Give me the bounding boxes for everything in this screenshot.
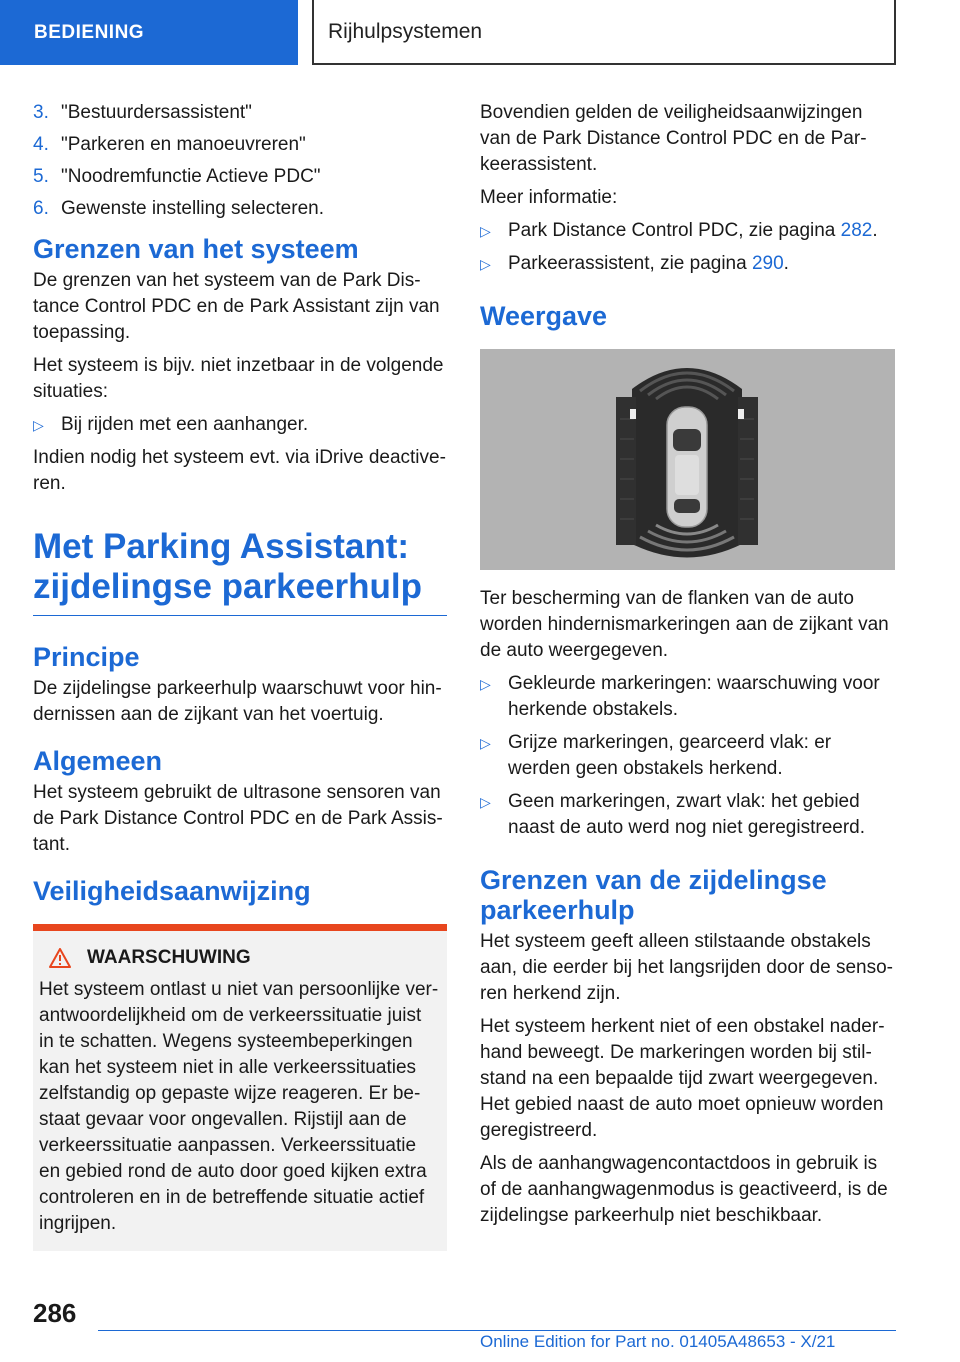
reference-list: [480, 218, 896, 277]
parking-sensor-illustration: [480, 349, 895, 570]
steps-list: [33, 100, 447, 222]
marker-list: [480, 671, 896, 841]
list-item: ▷ Park Distance Control PDC, zie pagina 282.: [480, 218, 896, 244]
page-number: 286: [33, 1298, 77, 1328]
heading-grenzen: Grenzen van het systeem: [33, 234, 359, 264]
heading-grenzen-zijdelings: Grenzen van de zijdelingse parkeerhulp: [480, 865, 827, 925]
paragraph: Het systeem is bijv. niet inzetbaar in de volgende situaties:: [33, 355, 444, 402]
paragraph: Indien nodig het systeem evt. via iDrive deactiveren.: [33, 447, 446, 494]
heading-principe: Principe: [33, 642, 140, 672]
list-item: ▷ Gekleurde markeringen: waarschuwing voor herkende obstakels.: [480, 671, 896, 723]
left-column: [33, 100, 447, 1251]
warning-text: Het systeem ontlast u niet van persoonlijke verantwoordelijkheid om de verkeerssituatie juist in te schatten. Wegens systeembeperkingen kan het systeem niet in alle verkeerssituaties zelfstandig op gepaste wijze reageren. Er bestaat gevaar voor ongevallen. Rijstijl aan de verkeerssituatie aanpassen. Verkeerssituatie en gebied rond de auto door goed kijken extra controleren en in de betreffende situatie actief ingrijpen.: [39, 979, 439, 1234]
heading-veiligheid: Veiligheidsaanwijzing: [33, 876, 311, 906]
paragraph: Het systeem herkent niet of een obstakel naderhand beweegt. De markeringen worden bij stilstand na een bepaalde tijd zwart weergegeven. Het gebied naast de auto moet opnieuw worden geregistreerd.: [480, 1016, 885, 1141]
paragraph: De zijdelingse parkeerhulp waarschuwt voor hindernissen aan de zijkant van het voertuig.: [33, 678, 442, 725]
bullet-list: [33, 412, 447, 438]
chapter-tab: BEDIENING: [0, 0, 298, 65]
page-link[interactable]: 282: [840, 220, 873, 241]
triangle-bullet-icon: ▷: [480, 735, 491, 751]
heading-weergave: Weergave: [480, 301, 608, 331]
list-item: ▷ Parkeerassistent, zie pagina 290.: [480, 251, 896, 277]
warning-box: [33, 924, 447, 1251]
warning-title: WAARSCHUWING: [87, 947, 251, 968]
list-item: ▷ Grijze markeringen, gearceerd vlak: er werden geen obstakels herkend.: [480, 730, 896, 782]
heading-algemeen: Algemeen: [33, 746, 163, 776]
page-link[interactable]: 290: [751, 253, 784, 274]
triangle-bullet-icon: ▷: [480, 676, 491, 692]
paragraph: De grenzen van het systeem van de Park Distance Control PDC en de Park Assistant zijn van toepassing.: [33, 270, 440, 343]
right-column: [480, 100, 896, 1236]
section-title: Rijhulpsystemen: [312, 0, 896, 65]
triangle-bullet-icon: ▷: [33, 417, 44, 433]
list-item: ▷ Geen markeringen, zwart vlak: het gebied naast de auto werd nog niet geregistreerd.: [480, 789, 896, 841]
paragraph: Bovendien gelden de veiligheidsaanwijzingen van de Park Distance Control PDC en de Parkeerassistent.: [480, 102, 867, 175]
triangle-bullet-icon: ▷: [480, 256, 491, 272]
edition-text: Online Edition for Part no. 01405A48653 - X/21: [480, 1332, 836, 1351]
warning-triangle-icon: [49, 948, 71, 968]
triangle-bullet-icon: ▷: [480, 223, 491, 239]
paragraph: Als de aanhangwagencontactdoos in gebruik is of de aanhangwagenmodus is geactiveerd, is de zijdelingse parkeerhulp niet beschikbaar.: [480, 1153, 888, 1226]
list-item: 3. "Bestuurdersassistent": [33, 102, 252, 123]
paragraph: Ter bescherming van de flanken van de auto worden hindernismarkeringen aan de zijkant van de auto weergegeven.: [480, 588, 889, 661]
side-parking-display-image: [480, 349, 895, 570]
paragraph: Meer informatie:: [480, 187, 618, 208]
paragraph: Het systeem gebruikt de ultrasone sensoren van de Park Distance Control PDC en de Park Assistant.: [33, 782, 443, 855]
footer-divider: [98, 1330, 896, 1331]
list-item: ▷ Bij rijden met een aanhanger.: [33, 412, 447, 438]
list-item: 4. "Parkeren en manoeuvreren": [33, 134, 306, 155]
warning-header: [39, 945, 441, 971]
paragraph: Het systeem geeft alleen stilstaande obstakels aan, die eerder bij het langsrijden door de sensoren herkend zijn.: [480, 931, 893, 1004]
triangle-bullet-icon: ▷: [480, 794, 491, 810]
list-item: 6. Gewenste instelling selecteren.: [33, 198, 324, 219]
list-item: 5. "Noodremfunctie Actieve PDC": [33, 166, 321, 187]
main-heading: Met Parking Assistant: zijdelingse parkeerhulp: [33, 527, 447, 616]
